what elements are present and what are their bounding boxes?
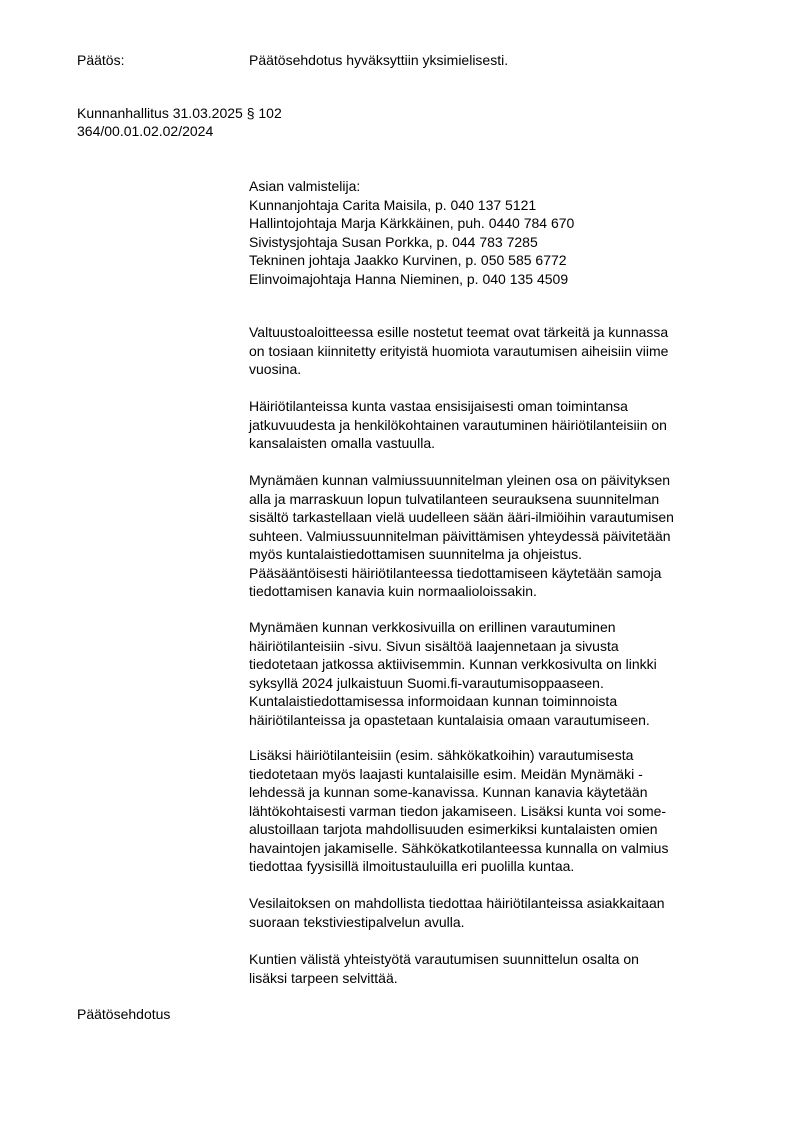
paragraph-line: Valtuustoaloitteessa esille nostetut teemat ovat tärkeitä ja kunnassa bbox=[249, 324, 669, 340]
paragraph-line: vuosina. bbox=[249, 361, 302, 377]
paragraph-line: Mynämäen kunnan verkkosivuilla on erillinen varautuminen bbox=[249, 619, 616, 635]
paragraph-line: sisältö tarkastellaan vielä uudelleen sään ääri-ilmiöihin varautumisen bbox=[249, 509, 674, 525]
paragraph-line: Häiriötilanteissa kunta vastaa ensisijaisesti oman toimintansa bbox=[249, 398, 628, 414]
paragraph-line: tiedotetaan jatkossa aktiivisemmin. Kunnan verkkosivulta on linkki bbox=[249, 656, 657, 672]
case-number: 364/00.01.02.02/2024 bbox=[77, 123, 214, 139]
body-paragraph bbox=[249, 471, 749, 601]
preparer-line: Elinvoimajohtaja Hanna Nieminen, p. 040 135 4509 bbox=[249, 270, 569, 287]
paragraph-line: häiriötilanteisiin -sivu. Sivun sisältöä laajennetaan ja sivusta bbox=[249, 637, 619, 654]
body-paragraph bbox=[249, 746, 749, 876]
paragraph-line: Vesilaitoksen on mahdollista tiedottaa häiriötilanteissa asiakkaitaan bbox=[249, 895, 665, 911]
body-paragraph bbox=[249, 618, 749, 729]
decision-text: Päätösehdotus hyväksyttiin yksimielisesti. bbox=[249, 52, 509, 68]
body-paragraph bbox=[249, 894, 749, 931]
paragraph-line: tiedottamisen kanavia kuin normaalioloissakin. bbox=[249, 583, 537, 599]
preparer-line: Sivistysjohtaja Susan Porkka, p. 044 783 7285 bbox=[249, 233, 538, 250]
preparer-line: Tekninen johtaja Jaakko Kurvinen, p. 050 585 6772 bbox=[249, 252, 567, 268]
preparer-line: Hallintojohtaja Marja Kärkkäinen, puh. 0440 784 670 bbox=[249, 215, 575, 231]
preparer-line: Kunnanjohtaja Carita Maisila, p. 040 137 5121 bbox=[249, 196, 537, 213]
meeting-reference: Kunnanhallitus 31.03.2025 § 102 bbox=[77, 105, 282, 121]
paragraph-line: suhteen. Valmiussuunnitelman päivittämisen yhteydessä päivitetään bbox=[249, 527, 671, 544]
paragraph-line: myös kuntalaistiedottamisen suunnitelma ja ohjeistus. bbox=[249, 546, 583, 562]
paragraph-line: lisäksi tarpeen selvittää. bbox=[249, 969, 398, 986]
paragraph-line: syksyllä 2024 julkaistuun Suomi.fi-varautumisoppaaseen. bbox=[249, 674, 604, 691]
preparers-block bbox=[249, 177, 749, 288]
paragraph-line: alustoillaan tarjota mahdollisuuden esimerkiksi kuntalaisten omien bbox=[249, 821, 658, 837]
paragraph-line: tiedottaa fyysisillä ilmoitustauluilla eri puolilla kuntaa. bbox=[249, 858, 575, 874]
paragraph-line: lehdessä ja kunnan some-kanavissa. Kunnan kanavia käytetään bbox=[249, 784, 648, 800]
body-paragraph bbox=[249, 397, 749, 453]
paragraph-line: häiriötilanteissa ja opastetaan kuntalaisia omaan varautumiseen. bbox=[249, 711, 650, 728]
paragraph-line: suoraan tekstiviestipalvelun avulla. bbox=[249, 913, 465, 930]
paragraph-line: Lisäksi häiriötilanteisiin (esim. sähkökatkoihin) varautumisesta bbox=[249, 747, 634, 763]
paragraph-line: Kuntien välistä yhteistyötä varautumisen suunnittelun osalta on bbox=[249, 951, 639, 967]
proposal-heading: Päätösehdotus bbox=[77, 1006, 171, 1022]
body-paragraph bbox=[249, 323, 749, 379]
paragraph-line: alla ja marraskuun lopun tulvatilanteen seurauksena suunnitelman bbox=[249, 490, 660, 507]
paragraph-line: Mynämäen kunnan valmiussuunnitelman yleinen osa on päivityksen bbox=[249, 472, 671, 488]
preparers-heading bbox=[249, 177, 749, 196]
paragraph-line: on tosiaan kiinnitetty erityistä huomiota varautumisen aiheisiin viime bbox=[249, 342, 669, 359]
decision-label: Päätös: bbox=[77, 52, 125, 68]
paragraph-line: Pääsääntöisesti häiriötilanteessa tiedottamiseen käytetään samoja bbox=[249, 564, 662, 581]
paragraph-line: Kuntalaistiedottamisessa informoidaan kunnan toiminnoista bbox=[249, 693, 618, 709]
preparers-list bbox=[249, 196, 749, 289]
preparers-heading-text: Asian valmistelija: bbox=[249, 178, 361, 194]
paragraph-line: lähtökohtaisesti varman tiedon jakamiseen. Lisäksi kunta voi some- bbox=[249, 802, 667, 819]
body-paragraph bbox=[249, 950, 749, 987]
paragraph-line: tiedotetaan myös laajasti kuntalaisille esim. Meidän Mynämäki - bbox=[249, 765, 643, 782]
paragraph-line: kansalaisten omalla vastuulla. bbox=[249, 435, 435, 451]
paragraph-line: jatkuvuudesta ja henkilökohtainen varautuminen häiriötilanteisiin on bbox=[249, 416, 667, 433]
paragraph-line: havaintojen jakamiselle. Sähkökatkotilanteessa kunnalla on valmius bbox=[249, 839, 669, 856]
